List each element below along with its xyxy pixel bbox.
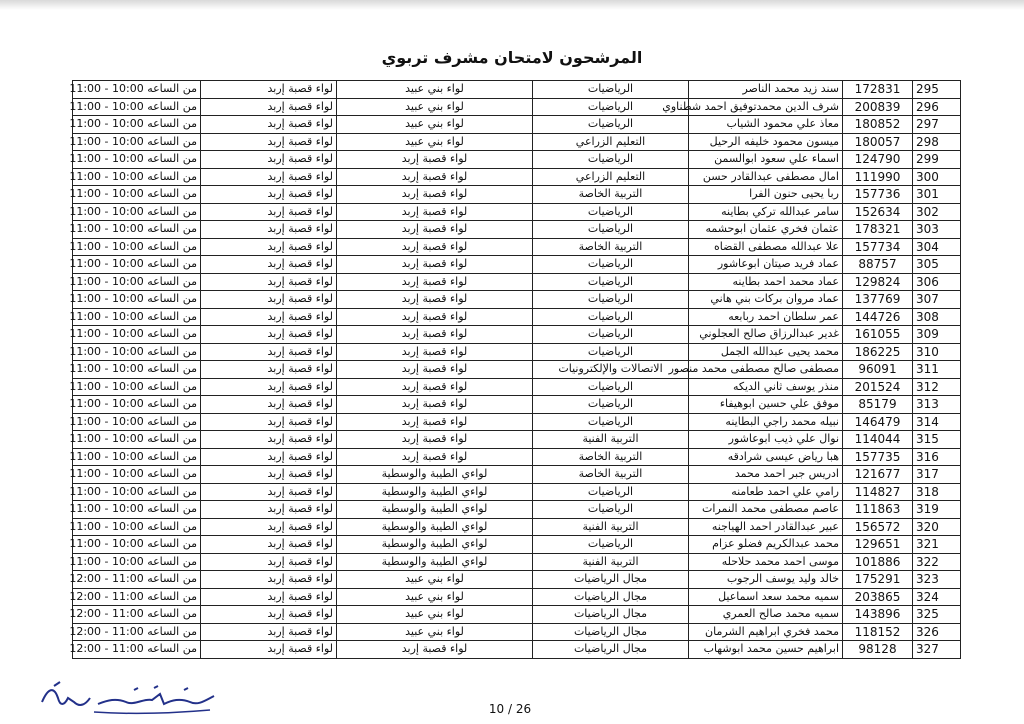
directorate-cell: لواء قصبة إربد [337,396,533,414]
candidate-name-cell: موفق علي حسين ابوهيفاء [689,396,843,414]
specialization-cell: مجال الرياضيات [533,606,689,624]
candidate-name-cell: سميه محمد سعد اسماعيل [689,588,843,606]
time-cell: من الساعه 10:00 - 11:00 [73,326,201,344]
candidate-name-cell: اسماء علي سعود ابوالسمن [689,151,843,169]
directorate-cell: لواء قصبة إربد [337,448,533,466]
location-cell: لواء قصبة إربد [201,483,337,501]
location-cell: لواء قصبة إربد [201,203,337,221]
row-number-cell: 318 [913,483,961,501]
row-number-cell: 302 [913,203,961,221]
directorate-cell: لواء قصبة إربد [337,238,533,256]
table-row [73,518,961,536]
candidate-name-cell: عبير عبدالقادر احمد الهياجنه [689,518,843,536]
location-cell: لواء قصبة إربد [201,81,337,99]
specialization-cell: التعليم الزراعي [533,133,689,151]
table-row [73,291,961,309]
row-number-cell: 319 [913,501,961,519]
table-row [73,326,961,344]
candidate-id-cell: 172831 [843,81,913,99]
time-cell: من الساعه 10:00 - 11:00 [73,466,201,484]
table-row [73,203,961,221]
specialization-cell: التربية الفنية [533,518,689,536]
table-row [73,273,961,291]
location-cell: لواء قصبة إربد [201,186,337,204]
time-cell: من الساعه 10:00 - 11:00 [73,413,201,431]
page-title: المرشحون لامتحان مشرف تربوي [381,48,643,67]
row-number-cell: 310 [913,343,961,361]
candidate-name-cell: هبا رياض عيسى شرادقه [689,448,843,466]
row-number-cell: 307 [913,291,961,309]
candidate-id-cell: 88757 [843,256,913,274]
candidate-name-cell: معاذ علي محمود الشياب [689,116,843,134]
candidate-name-cell: عماد محمد احمد بطاينه [689,273,843,291]
candidate-name-cell: سميه محمد صالح العمري [689,606,843,624]
candidate-id-cell: 111990 [843,168,913,186]
directorate-cell: لواء بني عبيد [337,133,533,151]
directorate-cell: لواء قصبة إربد [337,326,533,344]
specialization-cell: الرياضيات [533,273,689,291]
candidate-name-cell: موسى احمد محمد حلاحله [689,553,843,571]
location-cell: لواء قصبة إربد [201,151,337,169]
candidates-table [69,80,961,659]
candidate-id-cell: 118152 [843,623,913,641]
location-cell: لواء قصبة إربد [201,98,337,116]
candidate-id-cell: 157735 [843,448,913,466]
row-number-cell: 313 [913,396,961,414]
candidate-name-cell: رامي علي احمد طعامنه [689,483,843,501]
location-cell: لواء قصبة إربد [201,326,337,344]
candidate-id-cell: 129824 [843,273,913,291]
table-row [73,501,961,519]
row-number-cell: 324 [913,588,961,606]
candidate-id-cell: 180057 [843,133,913,151]
time-cell: من الساعه 10:00 - 11:00 [73,536,201,554]
specialization-cell: الرياضيات [533,256,689,274]
directorate-cell: لواء قصبة إربد [337,343,533,361]
specialization-cell: الرياضيات [533,81,689,99]
time-cell: من الساعه 10:00 - 11:00 [73,168,201,186]
directorate-cell: لواء بني عبيد [337,98,533,116]
table-row [73,308,961,326]
specialization-cell: التربية الخاصة [533,448,689,466]
table-row [73,466,961,484]
candidate-name-cell: سند زيد محمد الناصر [689,81,843,99]
candidate-id-cell: 156572 [843,518,913,536]
table-row [73,221,961,239]
location-cell: لواء قصبة إربد [201,623,337,641]
row-number-cell: 309 [913,326,961,344]
time-cell: من الساعه 10:00 - 11:00 [73,221,201,239]
specialization-cell: الاتصالات والإلكترونيات [533,361,689,379]
location-cell: لواء قصبة إربد [201,133,337,151]
candidate-id-cell: 203865 [843,588,913,606]
time-cell: من الساعه 11:00 - 12:00 [73,623,201,641]
directorate-cell: لواء بني عبيد [337,81,533,99]
candidate-id-cell: 124790 [843,151,913,169]
row-number-cell: 321 [913,536,961,554]
candidate-name-cell: امال مصطفى عبدالقادر حسن [689,168,843,186]
table-row [73,396,961,414]
candidate-id-cell: 180852 [843,116,913,134]
specialization-cell: الرياضيات [533,203,689,221]
time-cell: من الساعه 11:00 - 12:00 [73,571,201,589]
directorate-cell: لواء قصبة إربد [337,413,533,431]
table-row [73,571,961,589]
table-row [73,116,961,134]
table-row [73,168,961,186]
table-row [73,238,961,256]
specialization-cell: التربية الخاصة [533,238,689,256]
page-number: 10 / 26 [488,702,532,716]
row-number-cell: 320 [913,518,961,536]
candidate-name-cell: عماد فريد صيتان ابوعاشور [689,256,843,274]
specialization-cell: مجال الرياضيات [533,623,689,641]
candidate-id-cell: 114044 [843,431,913,449]
time-cell: من الساعه 10:00 - 11:00 [73,238,201,256]
directorate-cell: لواءي الطيبة والوسطية [337,466,533,484]
specialization-cell: التربية الفنية [533,553,689,571]
location-cell: لواء قصبة إربد [201,378,337,396]
location-cell: لواء قصبة إربد [201,641,337,659]
specialization-cell: الرياضيات [533,326,689,344]
time-cell: من الساعه 10:00 - 11:00 [73,133,201,151]
directorate-cell: لواءي الطيبة والوسطية [337,483,533,501]
table-row [73,536,961,554]
directorate-cell: لواءي الطيبة والوسطية [337,501,533,519]
location-cell: لواء قصبة إربد [201,536,337,554]
signature [34,678,224,718]
candidate-id-cell: 161055 [843,326,913,344]
time-cell: من الساعه 10:00 - 11:00 [73,501,201,519]
specialization-cell: الرياضيات [533,308,689,326]
table-row [73,186,961,204]
row-number-cell: 303 [913,221,961,239]
specialization-cell: الرياضيات [533,98,689,116]
directorate-cell: لواءي الطيبة والوسطية [337,553,533,571]
table-row [73,98,961,116]
directorate-cell: لواء بني عبيد [337,623,533,641]
location-cell: لواء قصبة إربد [201,308,337,326]
row-number-cell: 299 [913,151,961,169]
candidate-id-cell: 201524 [843,378,913,396]
candidate-name-cell: عثمان فخري عثمان ابوحشمه [689,221,843,239]
location-cell: لواء قصبة إربد [201,431,337,449]
location-cell: لواء قصبة إربد [201,553,337,571]
location-cell: لواء قصبة إربد [201,606,337,624]
candidate-id-cell: 143896 [843,606,913,624]
directorate-cell: لواء قصبة إربد [337,378,533,396]
table-row [73,641,961,659]
candidate-name-cell: خالد وليد يوسف الرجوب [689,571,843,589]
directorate-cell: لواء قصبة إربد [337,203,533,221]
candidate-name-cell: سامر عبدالله تركي بطاينه [689,203,843,221]
row-number-cell: 317 [913,466,961,484]
table-row [73,623,961,641]
location-cell: لواء قصبة إربد [201,116,337,134]
specialization-cell: الرياضيات [533,151,689,169]
table-row [73,413,961,431]
specialization-cell: الرياضيات [533,116,689,134]
time-cell: من الساعه 10:00 - 11:00 [73,116,201,134]
candidate-id-cell: 137769 [843,291,913,309]
candidate-id-cell: 114827 [843,483,913,501]
directorate-cell: لواء قصبة إربد [337,256,533,274]
directorate-cell: لواء قصبة إربد [337,308,533,326]
time-cell: من الساعه 10:00 - 11:00 [73,448,201,466]
directorate-cell: لواء قصبة إربد [337,221,533,239]
candidate-name-cell: مصطفى صالح مصطفى محمد منصور [689,361,843,379]
candidate-id-cell: 85179 [843,396,913,414]
time-cell: من الساعه 10:00 - 11:00 [73,203,201,221]
row-number-cell: 301 [913,186,961,204]
candidate-name-cell: منذر يوسف ثاني الديكه [689,378,843,396]
location-cell: لواء قصبة إربد [201,343,337,361]
candidate-id-cell: 152634 [843,203,913,221]
scan-edge [0,0,1024,10]
candidate-name-cell: ابراهيم حسين محمد ابوشهاب [689,641,843,659]
time-cell: من الساعه 10:00 - 11:00 [73,518,201,536]
candidate-name-cell: نبيله محمد راجي البطاينه [689,413,843,431]
directorate-cell: لواء قصبة إربد [337,168,533,186]
row-number-cell: 312 [913,378,961,396]
row-number-cell: 308 [913,308,961,326]
candidate-name-cell: نوال علي ذيب ابوعاشور [689,431,843,449]
location-cell: لواء قصبة إربد [201,256,337,274]
directorate-cell: لواءي الطيبة والوسطية [337,536,533,554]
table-row [73,343,961,361]
directorate-cell: لواء قصبة إربد [337,291,533,309]
table-row [73,361,961,379]
row-number-cell: 322 [913,553,961,571]
row-number-cell: 296 [913,98,961,116]
directorate-cell: لواء بني عبيد [337,588,533,606]
time-cell: من الساعه 10:00 - 11:00 [73,98,201,116]
specialization-cell: الرياضيات [533,378,689,396]
candidate-id-cell: 98128 [843,641,913,659]
location-cell: لواء قصبة إربد [201,448,337,466]
row-number-cell: 295 [913,81,961,99]
table-row [73,151,961,169]
location-cell: لواء قصبة إربد [201,238,337,256]
location-cell: لواء قصبة إربد [201,571,337,589]
time-cell: من الساعه 10:00 - 11:00 [73,378,201,396]
time-cell: من الساعه 10:00 - 11:00 [73,343,201,361]
location-cell: لواء قصبة إربد [201,518,337,536]
location-cell: لواء قصبة إربد [201,396,337,414]
candidate-id-cell: 96091 [843,361,913,379]
location-cell: لواء قصبة إربد [201,361,337,379]
row-number-cell: 298 [913,133,961,151]
time-cell: من الساعه 10:00 - 11:00 [73,81,201,99]
time-cell: من الساعه 10:00 - 11:00 [73,186,201,204]
table-row [73,81,961,99]
candidate-name-cell: ربا يحيى حنون الفرا [689,186,843,204]
time-cell: من الساعه 11:00 - 12:00 [73,606,201,624]
candidate-id-cell: 200839 [843,98,913,116]
candidate-name-cell: محمد فخري ابراهيم الشرمان [689,623,843,641]
specialization-cell: مجال الرياضيات [533,641,689,659]
location-cell: لواء قصبة إربد [201,588,337,606]
row-number-cell: 325 [913,606,961,624]
location-cell: لواء قصبة إربد [201,291,337,309]
directorate-cell: لواء بني عبيد [337,116,533,134]
specialization-cell: الرياضيات [533,483,689,501]
table-row [73,378,961,396]
candidate-id-cell: 121677 [843,466,913,484]
row-number-cell: 326 [913,623,961,641]
candidate-name-cell: عاصم مصطفى محمد النمرات [689,501,843,519]
time-cell: من الساعه 10:00 - 11:00 [73,308,201,326]
directorate-cell: لواء بني عبيد [337,606,533,624]
location-cell: لواء قصبة إربد [201,466,337,484]
directorate-cell: لواء قصبة إربد [337,431,533,449]
time-cell: من الساعه 10:00 - 11:00 [73,361,201,379]
directorate-cell: لواء قصبة إربد [337,273,533,291]
table-row [73,133,961,151]
candidate-id-cell: 175291 [843,571,913,589]
candidate-id-cell: 129651 [843,536,913,554]
row-number-cell: 315 [913,431,961,449]
table-row [73,256,961,274]
directorate-cell: لواء قصبة إربد [337,361,533,379]
candidate-name-cell: عمر سلطان احمد ربابعه [689,308,843,326]
candidate-id-cell: 146479 [843,413,913,431]
row-number-cell: 327 [913,641,961,659]
specialization-cell: الرياضيات [533,536,689,554]
row-number-cell: 300 [913,168,961,186]
table-row [73,448,961,466]
candidate-name-cell: محمد عبدالكريم فضلو عزام [689,536,843,554]
table-row [73,431,961,449]
time-cell: من الساعه 10:00 - 11:00 [73,553,201,571]
candidate-name-cell: شرف الدين محمدتوفيق احمد شطناوي [689,98,843,116]
specialization-cell: الرياضيات [533,291,689,309]
directorate-cell: لواء قصبة إربد [337,151,533,169]
candidate-id-cell: 157734 [843,238,913,256]
directorate-cell: لواءي الطيبة والوسطية [337,518,533,536]
location-cell: لواء قصبة إربد [201,413,337,431]
directorate-cell: لواء قصبة إربد [337,641,533,659]
time-cell: من الساعه 10:00 - 11:00 [73,256,201,274]
time-cell: من الساعه 11:00 - 12:00 [73,641,201,659]
time-cell: من الساعه 10:00 - 11:00 [73,291,201,309]
specialization-cell: التربية الخاصة [533,186,689,204]
candidate-id-cell: 178321 [843,221,913,239]
candidate-id-cell: 111863 [843,501,913,519]
row-number-cell: 323 [913,571,961,589]
candidate-name-cell: ميسون محمود خليفه الرحيل [689,133,843,151]
candidate-name-cell: ادريس جبر احمد محمد [689,466,843,484]
row-number-cell: 304 [913,238,961,256]
candidate-name-cell: محمد يحيى عبدالله الجمل [689,343,843,361]
row-number-cell: 305 [913,256,961,274]
specialization-cell: الرياضيات [533,413,689,431]
specialization-cell: الرياضيات [533,221,689,239]
location-cell: لواء قصبة إربد [201,501,337,519]
candidate-id-cell: 144726 [843,308,913,326]
specialization-cell: التربية الخاصة [533,466,689,484]
directorate-cell: لواء بني عبيد [337,571,533,589]
candidate-id-cell: 101886 [843,553,913,571]
row-number-cell: 311 [913,361,961,379]
candidate-id-cell: 186225 [843,343,913,361]
candidate-id-cell: 157736 [843,186,913,204]
time-cell: من الساعه 10:00 - 11:00 [73,273,201,291]
specialization-cell: الرياضيات [533,501,689,519]
table-row [73,606,961,624]
specialization-cell: الرياضيات [533,343,689,361]
time-cell: من الساعه 10:00 - 11:00 [73,151,201,169]
time-cell: من الساعه 10:00 - 11:00 [73,396,201,414]
row-number-cell: 316 [913,448,961,466]
location-cell: لواء قصبة إربد [201,221,337,239]
candidate-name-cell: علا عبدالله مصطفى القضاه [689,238,843,256]
location-cell: لواء قصبة إربد [201,168,337,186]
candidate-name-cell: عماد مروان بركات بني هاني [689,291,843,309]
specialization-cell: مجال الرياضيات [533,571,689,589]
time-cell: من الساعه 10:00 - 11:00 [73,431,201,449]
row-number-cell: 306 [913,273,961,291]
table-row [73,483,961,501]
time-cell: من الساعه 10:00 - 11:00 [73,483,201,501]
row-number-cell: 297 [913,116,961,134]
row-number-cell: 314 [913,413,961,431]
candidate-name-cell: غدير عبدالرزاق صالح العجلوني [689,326,843,344]
table-row [73,553,961,571]
specialization-cell: التربية الفنية [533,431,689,449]
directorate-cell: لواء قصبة إربد [337,186,533,204]
specialization-cell: مجال الرياضيات [533,588,689,606]
specialization-cell: التعليم الزراعي [533,168,689,186]
specialization-cell: الرياضيات [533,396,689,414]
time-cell: من الساعه 11:00 - 12:00 [73,588,201,606]
table-row [73,588,961,606]
location-cell: لواء قصبة إربد [201,273,337,291]
